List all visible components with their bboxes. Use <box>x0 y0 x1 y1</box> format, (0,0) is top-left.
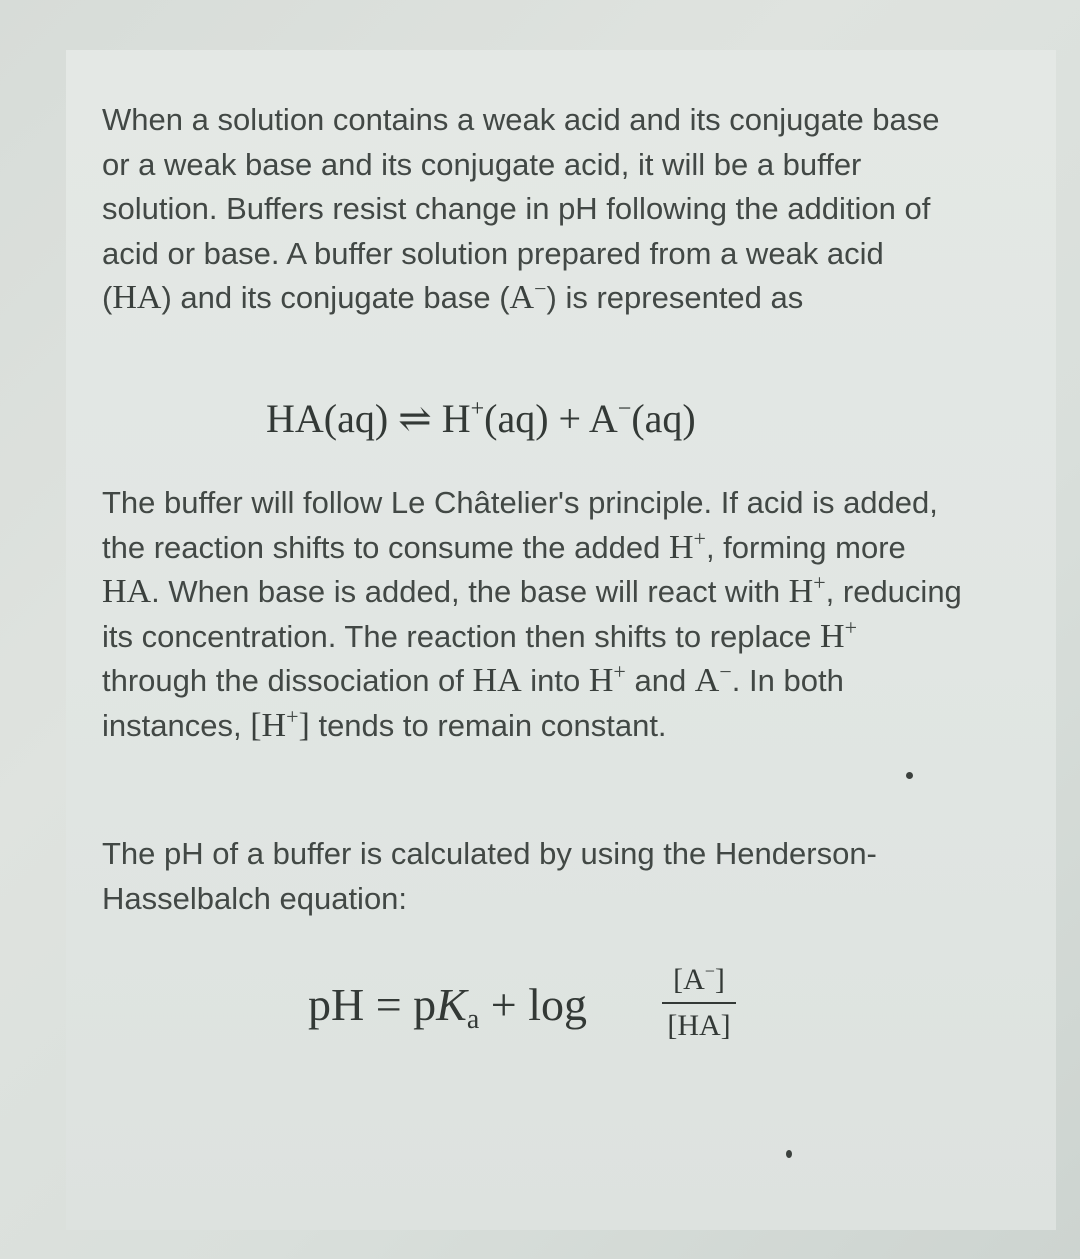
h-charge: + <box>286 703 299 729</box>
h-symbol: H <box>588 662 614 699</box>
intro-text-1: When a solution contains a weak acid and its conjugate base or a weak base and its conjugate acid, it will be a buffer solution. Buffers resist change in pH following the addition of acid or base. A buffer solution prepared from a weak acid ( <box>102 102 940 315</box>
ha-symbol: HA <box>112 279 162 316</box>
h-charge: + <box>813 570 826 595</box>
hh-num-a: [A <box>673 963 705 996</box>
p2-text-9: tends to remain constant. <box>309 707 667 743</box>
hh-main <box>308 978 588 1035</box>
p2-text-4: , reducing its concentration. The reaction then shifts to replace <box>102 574 962 654</box>
hh-k-sub: a <box>466 1004 480 1035</box>
dust-speck <box>786 1150 792 1158</box>
h-charge: + <box>693 525 706 551</box>
lechatelier-paragraph <box>102 481 962 748</box>
a-charge: − <box>534 276 547 301</box>
eq-a-charge: − <box>617 396 632 422</box>
ha-symbol: HA <box>472 662 522 699</box>
fraction-bar <box>662 1002 736 1004</box>
intro-text-3: ) is represented as <box>546 280 804 315</box>
ha-symbol: HA <box>102 573 152 610</box>
hh-numerator <box>660 960 738 1000</box>
p2-text-5: through the dissociation of <box>102 663 473 698</box>
h-symbol: H <box>820 617 845 655</box>
h-symbol: H <box>788 573 814 610</box>
hh-num-close: ] <box>714 963 725 996</box>
eq-left: HA(aq) <box>266 396 389 441</box>
intro-text-2: ) and its conjugate base ( <box>161 280 510 315</box>
eq-h: H <box>441 396 471 441</box>
hh-k: K <box>436 979 467 1030</box>
hh-denominator: [HA] <box>667 1009 731 1042</box>
equilibrium-arrow: ⇌ <box>398 396 432 441</box>
equilibrium-equation <box>266 395 866 442</box>
hh-num-charge: − <box>704 961 715 981</box>
dust-speck <box>906 772 913 779</box>
p2-text-7: and <box>625 663 695 698</box>
p2-text-1: The buffer will follow Le Châtelier's principle. If acid is added, the reaction shifts to consume the added <box>102 485 938 565</box>
a-symbol: A <box>694 662 720 699</box>
hh-fraction <box>660 960 738 1046</box>
h-concentration: [H <box>250 706 287 744</box>
h-charge: + <box>844 614 857 640</box>
intro-paragraph <box>102 98 962 321</box>
a-charge: − <box>719 659 732 684</box>
eq-end: (aq) <box>631 396 696 441</box>
p2-text-3: . When base is added, the base will react with <box>151 574 789 609</box>
hh-intro-paragraph: The pH of a buffer is calculated by using the Henderson-Hasselbalch equation: <box>102 836 877 916</box>
p2-text-6: into <box>521 663 589 698</box>
p2-text-8: . In both instances, <box>102 663 844 743</box>
eq-h-charge: + <box>470 396 485 422</box>
p2-text-2: , forming more <box>705 529 906 565</box>
a-symbol: A <box>509 279 535 316</box>
hh-ph-pk: pH = p <box>308 979 437 1030</box>
hh-log: + log <box>479 979 588 1030</box>
eq-mid: (aq) + A <box>484 396 618 441</box>
h-charge: + <box>613 659 626 684</box>
h-symbol: H <box>668 528 694 566</box>
h-concentration-close: ] <box>298 706 310 744</box>
